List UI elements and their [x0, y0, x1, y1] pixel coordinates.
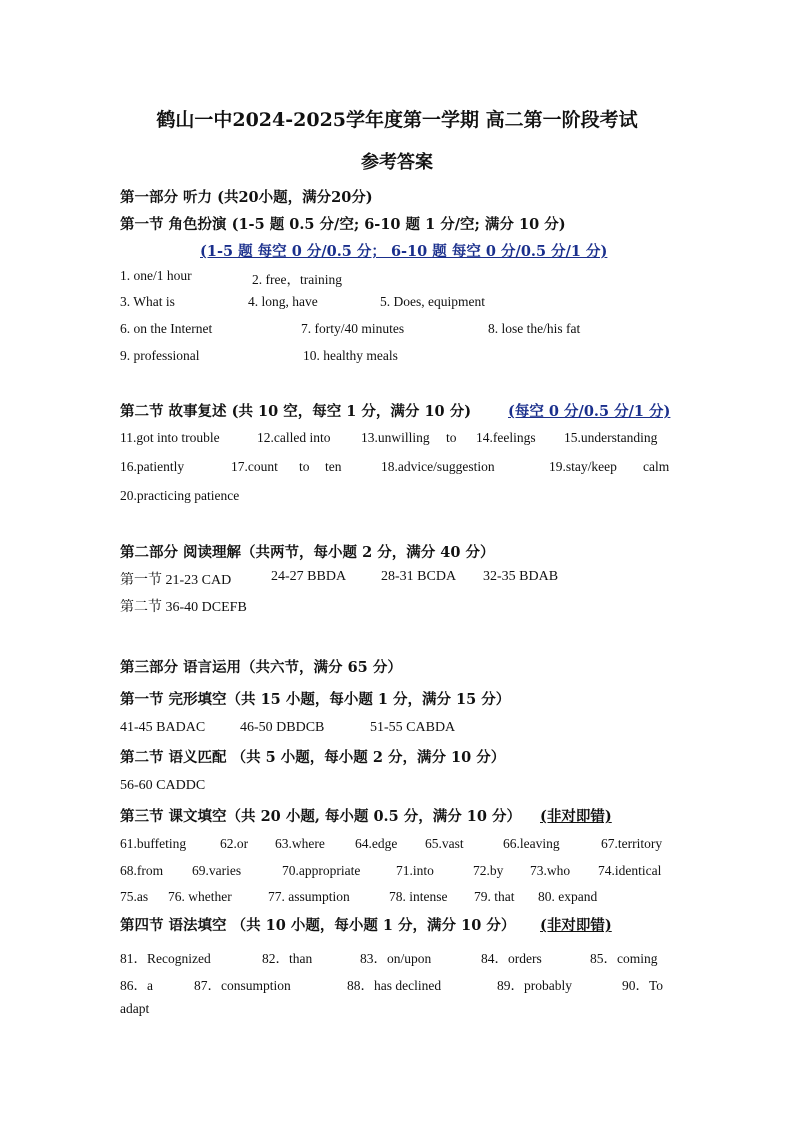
- answer-1: 1. one/1 hour: [120, 268, 192, 283]
- part1-heading: 第一部分 听力 (共20小题，满分20分): [120, 189, 373, 206]
- part3-sec4-heading: 第四节 语法填空 （共 10 小题，每小题 1 分，满分 10 分）: [120, 917, 516, 934]
- reading-sec1-b: 24-27 BBDA: [271, 569, 347, 584]
- answer-11: 11.got into trouble: [120, 430, 220, 445]
- answer-65: 65.vast: [425, 836, 464, 851]
- answer-15: 15.understanding: [564, 430, 658, 445]
- answer-6: 6. on the Internet: [120, 321, 213, 336]
- answer-75: 75.as: [120, 889, 149, 904]
- answer-4: 4. long, have: [248, 294, 318, 309]
- answer-83: 83．on/upon: [360, 951, 432, 966]
- answer-67: 67.territory: [601, 836, 663, 851]
- answer-13: 13.unwilling: [361, 430, 430, 445]
- answer-10: 10. healthy meals: [303, 348, 398, 363]
- page-subtitle: 参考答案: [361, 152, 433, 173]
- answer-71: 71.into: [396, 863, 434, 878]
- answer-86: 86．a: [120, 978, 153, 993]
- part3-sec2-heading: 第二节 语义匹配 （共 5 小题，每小题 2 分，满分 10 分）: [120, 749, 506, 766]
- answer-12: 12.called into: [257, 430, 331, 445]
- answer-13-cont: to: [446, 430, 457, 445]
- answer-77: 77. assumption: [268, 889, 350, 904]
- cloze-answers-c: 51-55 CABDA: [370, 720, 456, 735]
- part1-sec1-heading: 第一节 角色扮演 (1-5 题 0.5 分/空; 6-10 题 1 分/空; 满分 10 分): [120, 216, 566, 233]
- answer-5: 5. Does, equipment: [380, 294, 485, 309]
- answer-84: 84．orders: [481, 951, 542, 966]
- answer-16: 16.patiently: [120, 459, 185, 474]
- cloze-answers-b: 46-50 DBDCB: [240, 720, 325, 735]
- part3-heading: 第三部分 语言运用（共六节，满分 65 分）: [120, 659, 402, 676]
- answer-68: 68.from: [120, 863, 164, 878]
- answer-2: 2. free，training: [252, 272, 342, 287]
- answer-87: 87．consumption: [194, 978, 291, 993]
- answer-73: 73.who: [530, 863, 571, 878]
- reading-sec1-c: 28-31 BCDA: [381, 569, 457, 584]
- answer-81: 81．Recognized: [120, 951, 211, 966]
- answer-88: 88．has declined: [347, 978, 442, 993]
- answer-8: 8. lose the/his fat: [488, 321, 581, 336]
- answer-80: 80. expand: [538, 889, 598, 904]
- answer-17-to: to: [299, 459, 310, 474]
- answer-90: 90．To: [622, 978, 664, 993]
- answer-19: 19.stay/keep: [549, 459, 617, 474]
- reading-sec2: 第二节 36-40 DCEFB: [120, 600, 247, 615]
- reading-sec1-d: 32-35 BDAB: [483, 569, 559, 584]
- part1-sec2-scoring: (每空 0 分/0.5 分/1 分): [508, 403, 671, 420]
- answer-14: 14.feelings: [476, 430, 536, 445]
- answer-82: 82．than: [262, 951, 313, 966]
- answer-17: 17.count: [231, 459, 278, 474]
- answer-85: 85．coming: [590, 951, 658, 966]
- answer-74: 74.identical: [598, 863, 662, 878]
- answer-3: 3. What is: [120, 294, 175, 309]
- answer-78: 78. intense: [389, 889, 448, 904]
- part3-sec4-note: (非对即错): [540, 917, 612, 934]
- part3-sec3-heading: 第三节 课文填空（共 20 小题, 每小题 0.5 分，满分 10 分）: [120, 808, 522, 825]
- answer-20: 20.practicing patience: [120, 488, 240, 503]
- answer-66: 66.leaving: [503, 836, 560, 851]
- matching-answers: 56-60 CADDC: [120, 778, 206, 793]
- part3-sec3-note: (非对即错): [540, 808, 612, 825]
- answer-17-ten: ten: [325, 459, 342, 474]
- part3-sec1-heading: 第一节 完形填空（共 15 小题，每小题 1 分，满分 15 分）: [120, 691, 511, 708]
- part2-heading: 第二部分 阅读理解（共两节，每小题 2 分，满分 40 分）: [120, 544, 495, 561]
- page-title: 鹤山一中2024-2025学年度第一学期 高二第一阶段考试: [156, 109, 638, 131]
- reading-sec1-a: 第一节 21-23 CAD: [120, 573, 232, 588]
- answer-7: 7. forty/40 minutes: [301, 321, 405, 336]
- answer-61: 61.buffeting: [120, 836, 187, 851]
- part1-sec1-scoring: (1-5 题 每空 0 分/0.5 分； 6-10 题 每空 0 分/0.5 分/1 分): [200, 243, 608, 260]
- answer-76: 76. whether: [168, 889, 232, 904]
- answer-89: 89．probably: [497, 978, 572, 993]
- part1-sec2-heading: 第二节 故事复述 (共 10 空，每空 1 分，满分 10 分): [120, 403, 472, 420]
- answer-90-cont: adapt: [120, 1001, 150, 1016]
- cloze-answers-a: 41-45 BADAC: [120, 720, 206, 735]
- answer-62: 62.or: [220, 836, 249, 851]
- answer-19-cont: calm: [643, 459, 670, 474]
- answer-70: 70.appropriate: [282, 863, 361, 878]
- answer-72: 72.by: [473, 863, 504, 878]
- answer-18: 18.advice/suggestion: [381, 459, 495, 474]
- answer-64: 64.edge: [355, 836, 398, 851]
- answer-69: 69.varies: [192, 863, 242, 878]
- answer-79: 79. that: [474, 889, 515, 904]
- answer-9: 9. professional: [120, 348, 200, 363]
- answer-63: 63.where: [275, 836, 325, 851]
